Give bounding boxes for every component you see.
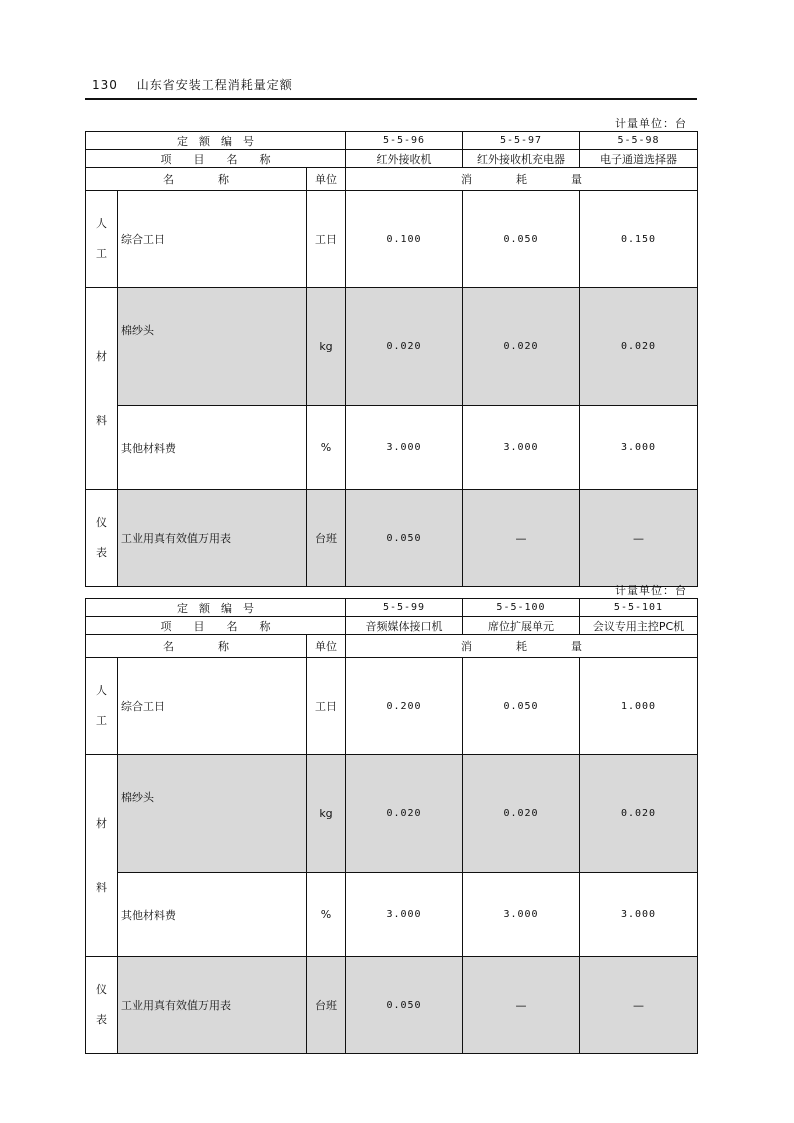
item-name-row [86, 150, 698, 168]
column-header-row [86, 168, 698, 191]
measurement-unit-label: 计量单位：台 [615, 584, 687, 597]
quota-code: 5-5-99 [346, 599, 463, 617]
item-name: 会议专用主控PC机 [580, 617, 698, 635]
consumption-value: 0.020 [463, 755, 580, 873]
consumption-column-header: 消 耗 量 [346, 635, 698, 658]
category-labor-label: 人工 [96, 217, 107, 260]
page-number: 130 [92, 78, 118, 92]
table-row [86, 191, 698, 288]
resource-unit: 工日 [307, 658, 346, 755]
resource-name: 其他材料费 [118, 406, 307, 490]
item-name: 红外接收机充电器 [463, 150, 580, 168]
category-labor-label: 人工 [96, 684, 107, 727]
resource-unit: % [307, 406, 346, 490]
category-instrument [86, 957, 118, 1054]
resource-unit: kg [307, 288, 346, 406]
consumption-value: 0.100 [346, 191, 463, 288]
consumption-value: 3.000 [580, 406, 698, 490]
consumption-value: — [463, 490, 580, 587]
item-name-row [86, 617, 698, 635]
resource-unit: kg [307, 755, 346, 873]
header-rule [85, 98, 697, 100]
category-instrument [86, 490, 118, 587]
name-column-header: 名 称 [86, 635, 307, 658]
table-row [86, 658, 698, 755]
category-instrument-label: 仪表 [96, 516, 107, 559]
resource-name: 棉纱头 [118, 755, 307, 873]
measurement-unit-label: 计量单位：台 [615, 117, 687, 130]
consumption-value: 0.020 [346, 288, 463, 406]
consumption-value: 0.020 [463, 288, 580, 406]
unit-column-header: 单位 [307, 168, 346, 191]
consumption-value: — [580, 490, 698, 587]
resource-name: 棉纱头 [118, 288, 307, 406]
category-material [86, 288, 118, 490]
category-material-label-a: 材 [96, 349, 107, 363]
consumption-value: 0.050 [346, 490, 463, 587]
item-name: 红外接收机 [346, 150, 463, 168]
resource-unit: 台班 [307, 957, 346, 1054]
consumption-value: 3.000 [346, 406, 463, 490]
consumption-column-header: 消 耗 量 [346, 168, 698, 191]
resource-name: 工业用真有效值万用表 [118, 957, 307, 1054]
consumption-value: 3.000 [346, 873, 463, 957]
consumption-value: 3.000 [463, 873, 580, 957]
name-column-header: 名 称 [86, 168, 307, 191]
category-material-label-b: 料 [96, 413, 107, 427]
category-instrument-label: 仪表 [96, 983, 107, 1026]
consumption-value: 0.150 [580, 191, 698, 288]
unit-column-header: 单位 [307, 635, 346, 658]
quota-code-row [86, 599, 698, 617]
quota-table [85, 131, 698, 587]
consumption-value: 3.000 [463, 406, 580, 490]
resource-unit: 工日 [307, 191, 346, 288]
consumption-value: 3.000 [580, 873, 698, 957]
quota-code: 5-5-97 [463, 132, 580, 150]
column-header-row [86, 635, 698, 658]
quota-code: 5-5-98 [580, 132, 698, 150]
resource-name: 综合工日 [118, 658, 307, 755]
consumption-value: — [580, 957, 698, 1054]
consumption-value: 0.020 [580, 288, 698, 406]
category-material-label-a: 材 [96, 816, 107, 830]
consumption-value: 0.020 [346, 755, 463, 873]
quota-code: 5-5-96 [346, 132, 463, 150]
category-material [86, 755, 118, 957]
item-name-label: 项 目 名 称 [86, 617, 346, 635]
consumption-value: 0.050 [463, 658, 580, 755]
quota-code: 5-5-100 [463, 599, 580, 617]
consumption-value: 0.200 [346, 658, 463, 755]
quota-code-label: 定 额 编 号 [86, 599, 346, 617]
item-name: 席位扩展单元 [463, 617, 580, 635]
resource-name: 其他材料费 [118, 873, 307, 957]
page-header [92, 76, 293, 93]
consumption-value: 0.050 [463, 191, 580, 288]
item-name: 音频媒体接口机 [346, 617, 463, 635]
consumption-value: — [463, 957, 580, 1054]
category-material-label-b: 料 [96, 880, 107, 894]
category-labor [86, 191, 118, 288]
table-row [86, 755, 698, 873]
table-row [86, 406, 698, 490]
item-name: 电子通道选择器 [580, 150, 698, 168]
table-row [86, 957, 698, 1054]
quota-table [85, 598, 698, 1054]
book-title: 山东省安装工程消耗量定额 [136, 78, 293, 92]
table-row [86, 288, 698, 406]
category-labor [86, 658, 118, 755]
resource-name: 综合工日 [118, 191, 307, 288]
quota-code-label: 定 额 编 号 [86, 132, 346, 150]
table-row [86, 873, 698, 957]
table-row [86, 490, 698, 587]
item-name-label: 项 目 名 称 [86, 150, 346, 168]
resource-unit: 台班 [307, 490, 346, 587]
consumption-value: 0.050 [346, 957, 463, 1054]
quota-code-row [86, 132, 698, 150]
resource-unit: % [307, 873, 346, 957]
consumption-value: 1.000 [580, 658, 698, 755]
consumption-value: 0.020 [580, 755, 698, 873]
resource-name: 工业用真有效值万用表 [118, 490, 307, 587]
quota-code: 5-5-101 [580, 599, 698, 617]
